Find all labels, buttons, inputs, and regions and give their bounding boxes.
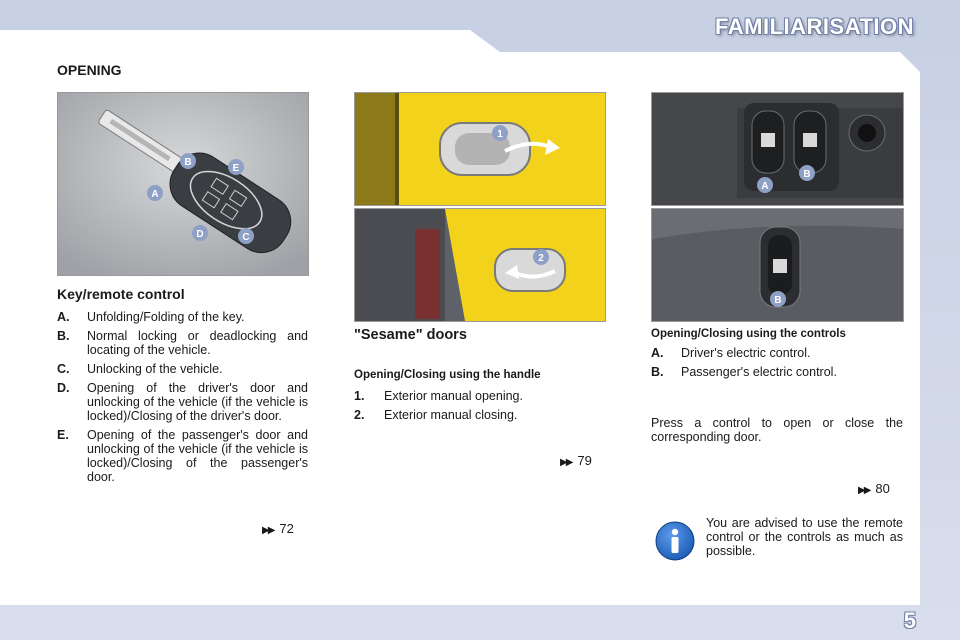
control-label-a: A <box>761 181 769 192</box>
list-item: C. Unlocking of the vehicle. <box>57 362 223 376</box>
key-remote-section <box>57 287 308 489</box>
info-note: You are advised to use the remote control or the controls as much as possible. <box>706 516 903 558</box>
control-label-b2: B <box>774 295 782 306</box>
list-item: A. Driver's electric control. <box>651 346 811 360</box>
key-label-e: E <box>232 163 240 174</box>
controls-photo-bottom <box>651 208 904 322</box>
section-heading: OPENING <box>57 62 122 78</box>
page-number: 5 <box>903 608 916 633</box>
list-item: D. Opening of the driver's door and unlocking of the vehicle (if the vehicle is locked)/Closing of the driver's door. <box>57 381 308 423</box>
key-photo <box>57 92 309 276</box>
control-label-b: B <box>803 169 811 180</box>
sesame-title: "Sesame" doors <box>354 327 467 343</box>
fast-forward-icon: ▶▶ <box>560 457 572 468</box>
controls-subtitle: Opening/Closing using the controls <box>651 328 846 340</box>
door-handle-photo-top <box>354 92 606 206</box>
key-label-c: C <box>242 232 250 243</box>
door-handle-photo-bottom <box>354 208 606 322</box>
key-remote-title: Key/remote control <box>57 286 185 302</box>
controls-note: Press a control to open or close the corresponding door. <box>651 416 903 444</box>
page-reference-link[interactable]: ▶▶ 80 <box>858 481 890 496</box>
list-item: B. Normal locking or deadlocking and locating of the vehicle. <box>57 329 308 357</box>
handle-label-2: 2 <box>538 253 544 264</box>
sesame-section <box>354 328 606 427</box>
info-icon <box>655 521 695 561</box>
key-label-a: A <box>151 189 159 200</box>
controls-photo-top <box>651 92 904 206</box>
key-label-d: D <box>196 229 204 240</box>
fast-forward-icon: ▶▶ <box>262 525 274 536</box>
fast-forward-icon: ▶▶ <box>858 485 870 496</box>
page-reference-link[interactable]: ▶▶ 79 <box>560 453 592 468</box>
list-item: 1. Exterior manual opening. <box>354 389 523 403</box>
list-item: 2. Exterior manual closing. <box>354 408 518 422</box>
controls-section <box>651 328 903 444</box>
list-item: E. Opening of the passenger's door and unlocking of the vehicle (if the vehicle is locked)/Closing of the passenger's door. <box>57 428 308 484</box>
sesame-subtitle: Opening/Closing using the handle <box>354 369 541 381</box>
handle-label-1: 1 <box>497 129 503 140</box>
page-title: FAMILIARISATION <box>715 14 914 39</box>
list-item: B. Passenger's electric control. <box>651 365 837 379</box>
page-reference-link[interactable]: ▶▶ 72 <box>262 521 294 536</box>
key-label-b: B <box>184 157 192 168</box>
list-item: A. Unfolding/Folding of the key. <box>57 310 245 324</box>
